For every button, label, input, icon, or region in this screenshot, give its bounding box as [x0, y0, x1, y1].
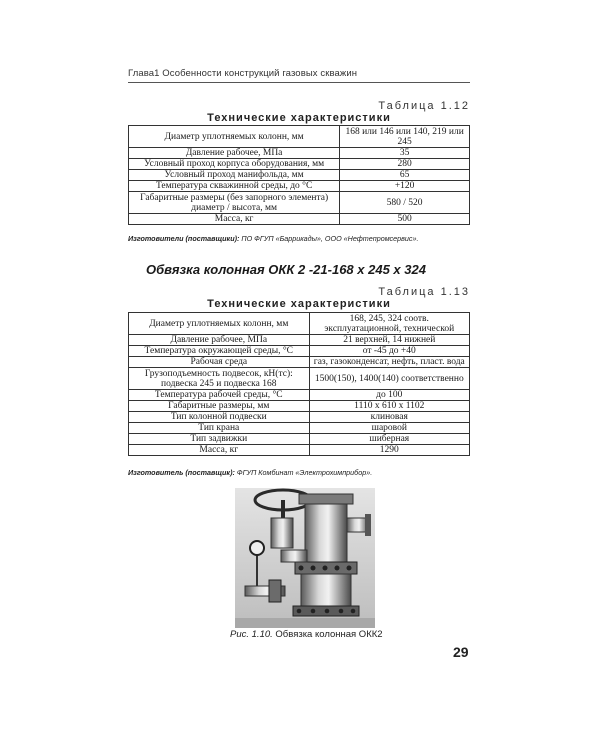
- table-cell-value: 35: [340, 148, 470, 159]
- table-1-13-manufacturer: [128, 468, 488, 477]
- table-cell-param: Масса, кг: [129, 445, 310, 456]
- manufacturer-label: Изготовители (поставщики):: [128, 234, 240, 243]
- figure-caption: [230, 629, 383, 640]
- table-row: [129, 445, 470, 456]
- manufacturer-text: ФГУП Комбинат «Электрохимприбор».: [236, 468, 373, 477]
- table-cell-value: до 100: [309, 390, 469, 401]
- table-1-12-manufacturer: [128, 234, 488, 243]
- table-cell-param: Диаметр уплотняемых колонн, мм: [129, 126, 340, 148]
- manufacturer-label: Изготовитель (поставщик):: [128, 468, 235, 477]
- table-1-12-label: Таблица 1.12: [378, 100, 470, 112]
- table-cell-param: Тип колонной подвески: [129, 412, 310, 423]
- table-row: [129, 181, 470, 192]
- table-row: [129, 335, 470, 346]
- table-cell-param: Диаметр уплотняемых колонн, мм: [129, 313, 310, 335]
- table-cell-value: 168 или 146 или 140, 219 или 245: [340, 126, 470, 148]
- table-1-13-label: Таблица 1.13: [378, 286, 470, 298]
- section-title: Обвязка колонная ОКК 2 -21-168 х 245 х 324: [146, 262, 426, 277]
- table-row: [129, 401, 470, 412]
- table-row: [129, 434, 470, 445]
- table-row: [129, 148, 470, 159]
- table-row: [129, 368, 470, 390]
- table-row: [129, 170, 470, 181]
- manufacturer-text: ПО ФГУП «Баррикады», ООО «Нефтепромсервис».: [241, 234, 419, 243]
- table-cell-param: Температура окружающей среды, °С: [129, 346, 310, 357]
- table-cell-param: Температура рабочей среды, °С: [129, 390, 310, 401]
- table-cell-value: клиновая: [309, 412, 469, 423]
- table-cell-value: 21 верхней, 14 нижней: [309, 335, 469, 346]
- table-cell-param: Давление рабочее, МПа: [129, 335, 310, 346]
- table-cell-param: Давление рабочее, МПа: [129, 148, 340, 159]
- table-cell-param: Условный проход корпуса оборудования, мм: [129, 159, 340, 170]
- table-cell-value: 1500(150), 1400(140) соответственно: [309, 368, 469, 390]
- table-cell-param: Тип крана: [129, 423, 310, 434]
- table-cell-value: шиберная: [309, 434, 469, 445]
- table-1-13-title: Технические характеристики: [207, 298, 391, 310]
- table-cell-value: 1290: [309, 445, 469, 456]
- table-cell-value: 1110 х 610 х 1102: [309, 401, 469, 412]
- table-row: [129, 313, 470, 335]
- table-row: [129, 126, 470, 148]
- figure-caption-text: Обвязка колонная ОКК2: [275, 629, 383, 640]
- figure-photo: [235, 488, 375, 628]
- table-row: [129, 192, 470, 214]
- table-cell-param: Габаритные размеры (без запорного элемента) диаметр / высота, мм: [129, 192, 340, 214]
- page-number: 29: [453, 644, 469, 660]
- table-cell-param: Температура скважинной среды, до °С: [129, 181, 340, 192]
- table-row: [129, 357, 470, 368]
- table-row: [129, 346, 470, 357]
- table-cell-param: Габаритные размеры, мм: [129, 401, 310, 412]
- table-cell-value: 65: [340, 170, 470, 181]
- table-cell-value: 500: [340, 214, 470, 225]
- table-cell-value: 580 / 520: [340, 192, 470, 214]
- table-cell-param: Условный проход манифольда, мм: [129, 170, 340, 181]
- table-row: [129, 159, 470, 170]
- table-cell-value: шаровой: [309, 423, 469, 434]
- figure-caption-label: Рис. 1.10.: [230, 629, 273, 640]
- running-header: Глава1 Особенности конструкций газовых скважин: [128, 68, 470, 83]
- table-row: [129, 423, 470, 434]
- table-cell-param: Масса, кг: [129, 214, 340, 225]
- table-cell-value: от -45 до +40: [309, 346, 469, 357]
- casing-head-illustration: [235, 488, 375, 628]
- table-1-13: [128, 312, 470, 456]
- table-1-12: [128, 125, 470, 225]
- table-cell-value: 280: [340, 159, 470, 170]
- table-cell-param: Тип задвижки: [129, 434, 310, 445]
- table-cell-param: Грузоподъемность подвесок, кН(тс): подвеска 245 и подвеска 168: [129, 368, 310, 390]
- table-1-12-title: Технические характеристики: [207, 112, 391, 124]
- table-cell-value: 168, 245, 324 соотв. эксплуатационной, технической: [309, 313, 469, 335]
- table-cell-value: газ, газоконденсат, нефть, пласт. вода: [309, 357, 469, 368]
- table-row: [129, 412, 470, 423]
- table-cell-param: Рабочая среда: [129, 357, 310, 368]
- table-row: [129, 390, 470, 401]
- table-cell-value: +120: [340, 181, 470, 192]
- table-row: [129, 214, 470, 225]
